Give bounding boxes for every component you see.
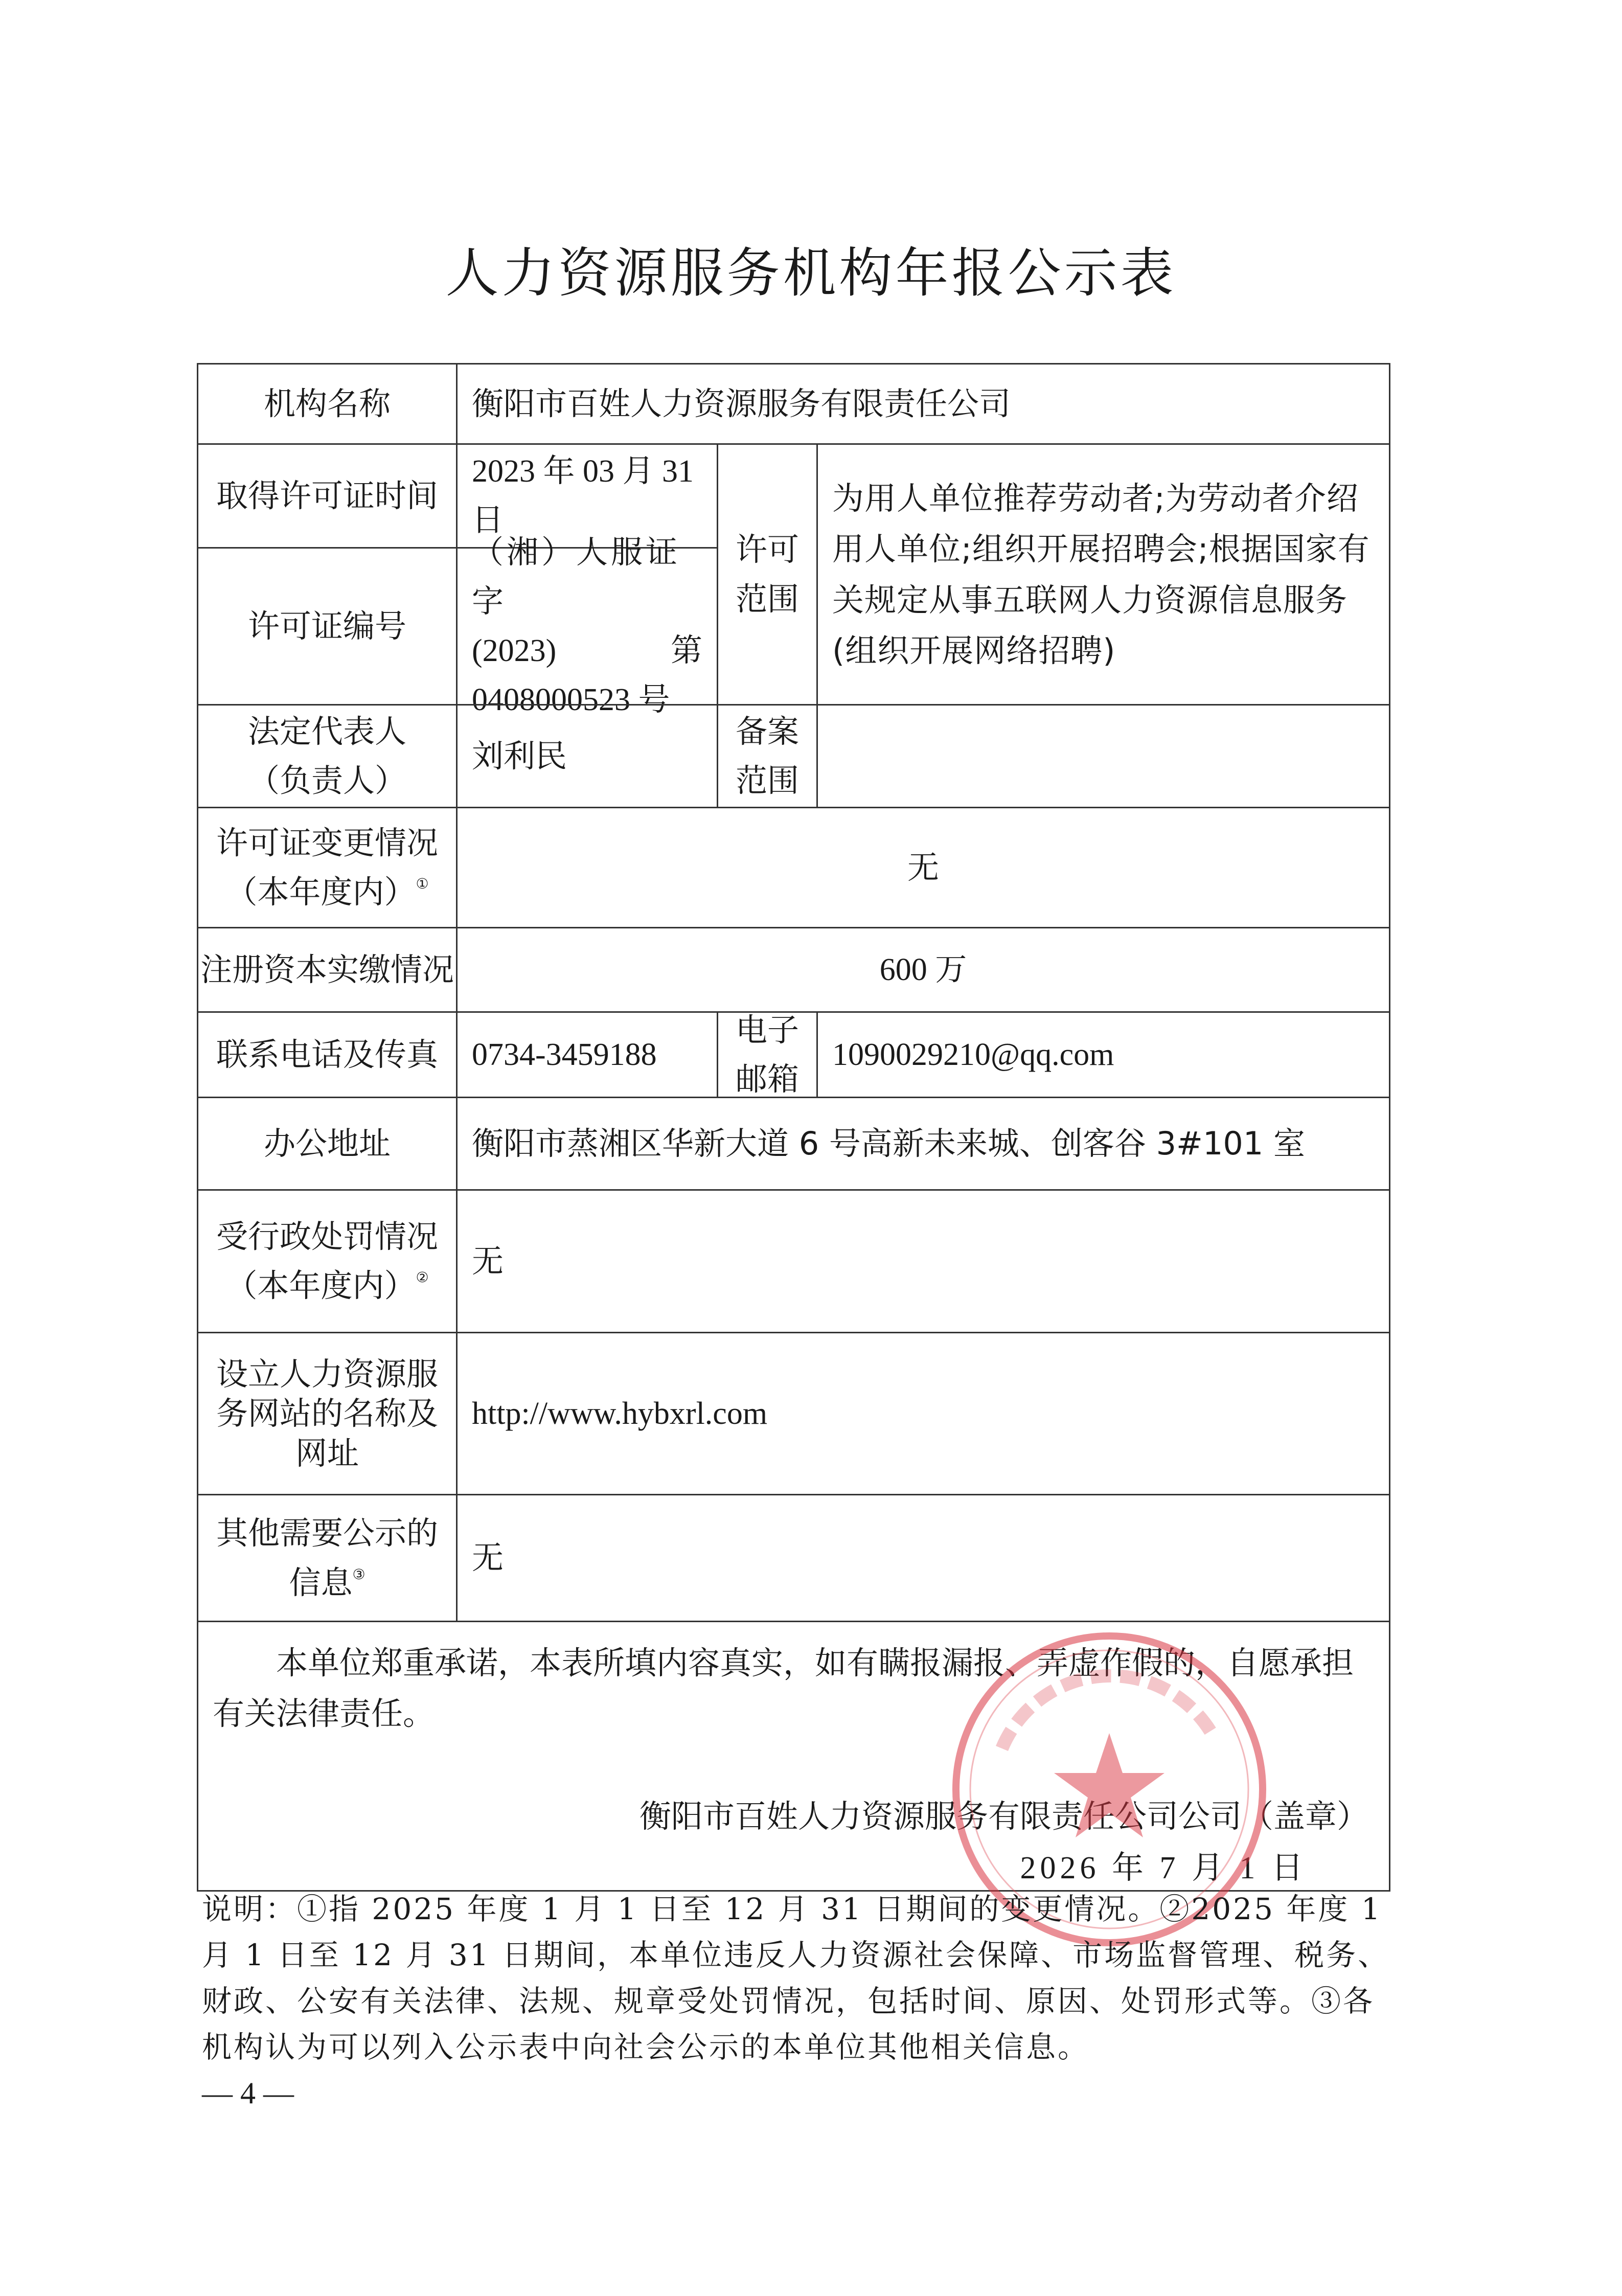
license-no-label: 许可证编号 bbox=[197, 547, 458, 706]
record-scope-label: 备案 范围 bbox=[717, 704, 818, 808]
legal-rep-value: 刘利民 bbox=[456, 704, 718, 808]
email-value: 1090029210@qq.com bbox=[816, 1011, 1390, 1098]
org-name-label: 机构名称 bbox=[197, 363, 458, 445]
declaration-signature: 衡阳市百姓人力资源服务有限责任公司公司（盖章） bbox=[639, 1798, 1368, 1835]
license-scope-label: 许可 范围 bbox=[717, 443, 818, 706]
penalty-label: 受行政处罚情况 （本年度内）② bbox=[197, 1189, 458, 1333]
footnote: 说明：①指 2025 年度 1 月 1 日至 12 月 31 日期间的变更情况。②2025 年度 1 月 1 日至 12 月 31 日期间，本单位违反人力资源社会保障、市场监督管理、税务、财政、公安有关法律、法规、规章受处罚情况，包括时间、原因、处罚形式等。③各机构认为可以列入公示表中向社会公示的本单位其他相关信息。 bbox=[202, 1892, 1390, 2064]
declaration-date: 2026 年 7 月 1 日 bbox=[1020, 1851, 1307, 1885]
other-label: 其他需要公示的 信息③ bbox=[197, 1494, 458, 1622]
website-label: 设立人力资源服 务网站的名称及 网址 bbox=[197, 1332, 458, 1495]
page-number: — 4 — bbox=[202, 2076, 294, 2110]
phone-label: 联系电话及传真 bbox=[197, 1011, 458, 1098]
org-name-value: 衡阳市百姓人力资源服务有限责任公司 bbox=[456, 363, 1390, 445]
record-scope-value bbox=[816, 704, 1390, 808]
email-label: 电子 邮箱 bbox=[717, 1011, 818, 1098]
phone-value: 0734-3459188 bbox=[456, 1011, 718, 1098]
license-no-value: （湘）人服证字 (2023) 第 0408000523 号 bbox=[456, 547, 718, 706]
address-value: 衡阳市蒸湘区华新大道 6 号高新未来城、创客谷 3#101 室 bbox=[456, 1097, 1390, 1191]
address-label: 办公地址 bbox=[197, 1097, 458, 1191]
website-value: http://www.hybxrl.com bbox=[456, 1332, 1390, 1495]
capital-value: 600 万 bbox=[456, 927, 1390, 1013]
license-time-value: 2023 年 03 月 31 日 bbox=[456, 443, 718, 549]
page-title: 人力资源服务机构年报公示表 bbox=[445, 242, 1177, 304]
license-scope-value: 为用人单位推荐劳动者;为劳动者介绍用人单位;组织开展招聘会;根据国家有关规定从事五联网人力资源信息服务(组织开展网络招聘) bbox=[816, 443, 1390, 706]
license-change-label: 许可证变更情况 （本年度内）① bbox=[197, 807, 458, 928]
license-change-value: 无 bbox=[456, 807, 1390, 928]
penalty-value: 无 bbox=[456, 1189, 1390, 1333]
license-time-label: 取得许可证时间 bbox=[197, 443, 458, 549]
other-value: 无 bbox=[456, 1494, 1390, 1622]
capital-label: 注册资本实缴情况 bbox=[197, 927, 458, 1013]
legal-rep-label: 法定代表人 （负责人） bbox=[197, 704, 458, 808]
declaration-text: 本单位郑重承诺，本表所填内容真实，如有瞒报漏报、弄虚作假的，自愿承担有关法律责任。 bbox=[213, 1644, 1354, 1733]
